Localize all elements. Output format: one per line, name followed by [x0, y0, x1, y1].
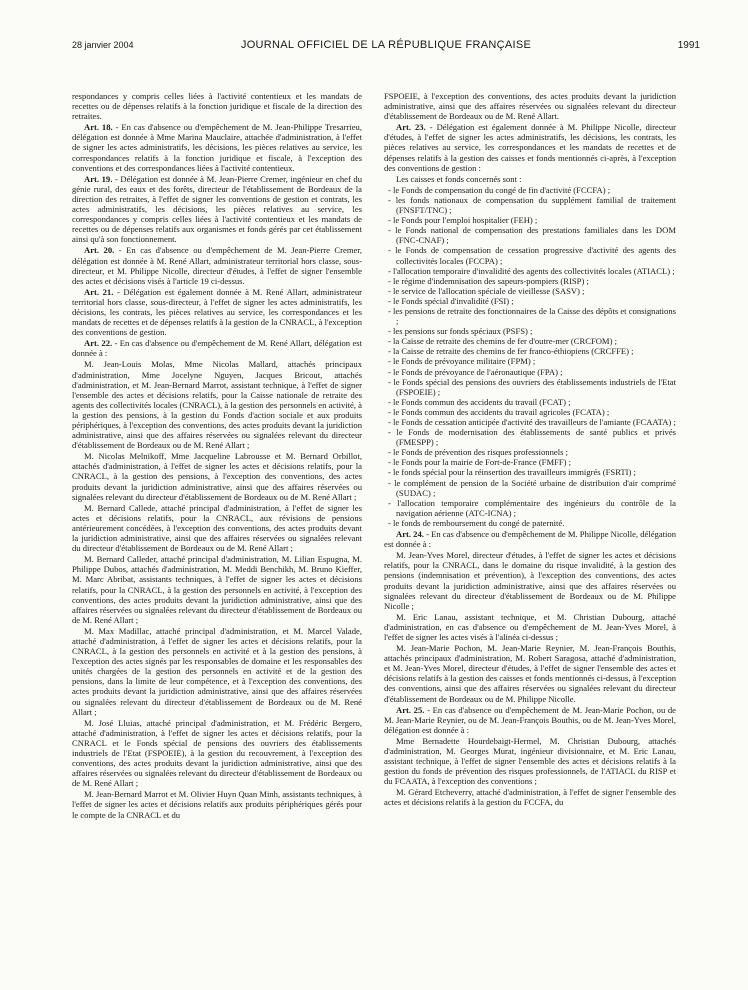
paragraph-text: M. Jean-Yves Morel, directeur d'études, à l'effet de signer les actes et décisions relatifs, pour la CNRACL, dans le domaine du risque invalidité, à la gestion des pensions (indemnisation et prévention), à l'exception des conventions, des actes produits devant la juridiction administrative, ainsi que des affaires réservées ou signalées relevant du directeur d'établissement de Bordeaux ou de M. Philippe Nicolle ; [384, 550, 676, 611]
paragraph [384, 736, 676, 786]
fund-list-item: - le service de l'allocation spéciale de vieillesse (SASV) ; [388, 285, 585, 296]
paragraph-text: M. Nicolas Melnikoff, Mme Jacqueline Labrousse et M. Bernard Orbillot, attachés d'administration, à l'effet de signer les actes et décisions relatifs, pour la CNRACL, à la gestion des pensions, à l'exception des conventions, des actes produits devant la juridiction administrative, ainsi que des affaires réservées ou signalées relevant du directeur d'établissement de Bordeaux ou de M. René Allart ; [72, 451, 362, 502]
paragraph [384, 705, 676, 735]
paragraph [72, 718, 362, 789]
paragraph-text: M. Max Madillac, attaché principal d'administration, et M. Marcel Valade, attaché d'administration, à l'effet de signer les actes et décisions relatifs, pour la CNRACL, à la gestion des personnels en activité et à la gestion des pensions, à l'exception des actes signés par les responsables de domaine et les responsables des unités chargées de la gestion des personnels en activité et de la gestion des pensions, dans la limite de leur compétence, et à l'exception des conventions, des actes produits devant la juridiction administrative, ainsi que des affaires réservées ou signalées relevant du directeur d'établissement de Bordeaux ou de M. René Allart ; [72, 625, 362, 717]
paragraph [72, 91, 362, 121]
fund-list-item: - l'allocation temporaire d'invalidité des agents des collectivités locales (ATIACL) ; [388, 265, 675, 276]
paragraph [72, 359, 362, 450]
paragraph-text: - En cas d'absence ou d'empêchement de M. René Allart, délégation est donnée à : [72, 338, 363, 359]
paragraph-text: Mme Bernadette Hourdebaigt-Hermel, M. Christian Dubourg, attachés d'administration, M. Georges Murat, ingénieur divisionnaire, et M. Eric Lanau, assistant technique, à l'effet de signer l'ensemble des actes et décisions relatifs à la gestion du fonds de prévention des risques professionnels, de l'ATIACL du RISP et du FCAATA, à l'exception des conventions ; [384, 735, 676, 787]
paragraph-text: respondances y compris celles liées à l'activité contentieux et les mandats de recettes ou de dépenses relatifs à la fonction juridique et fiscale de la direction des retraites. [72, 91, 362, 122]
paragraph-text: FSPOEIE, à l'exception des conventions, des actes produits devant la juridiction administrative, ainsi que des affaires réservées ou signalées relevant du directeur d'établissement de Bordeaux ou de M. René Allart. [384, 91, 676, 122]
page-number: 1991 [677, 40, 700, 51]
fund-list-item: - les pensions sur fonds spéciaux (PSFS) ; [388, 326, 533, 337]
paragraph-text: M. Jean-Louis Molas, Mme Nicolas Mallard, attachés principaux d'administration, Mme Jocelyne Nguyen, Jacques Bricout, attachés d'administration, et M. Jean-Bernard Marrot, assistant technique, à l'effet de signer l'ensemble des actes et décisions relatifs, pour la Caisse nationale de retraite des agents des collectivités locales (CNRACL), à la gestion des personnels en activité, à la gestion des pensions, à la gestion du Fonds d'action sociale et aux produits périphériques, à l'exception des conventions, des actes produits devant la juridiction administrative, ainsi que des affaires réservées ou signalées relevant du directeur d'établissement de Bordeaux ou de M. René Allart ; [72, 359, 362, 451]
paragraph-text: M. Gérard Etcheverry, attaché d'administration, à l'effet de signer l'ensemble des actes et décisions relatifs à la gestion du FCCFA, du [384, 787, 676, 808]
paragraph-text: - En cas d'absence ou d'empêchement de M. Jean-Philippe Tresarrieu, délégation est donnée à Mme Marina Mauclaire, attachée d'administration, à l'effet de signer les actes administratifs, les décisions, les pièces relatives au service, les correspondances relatifs à la fonction juridique et fiscale, à l'exception des conventions et des correspondances liées à l'activité contentieux. [72, 122, 362, 173]
paragraph [384, 529, 676, 549]
article-number: Art. 23. [396, 122, 426, 133]
fund-list-item: - le Fonds de cessation anticipée d'activité des travailleurs de l'amiante (FCAATA) ; [388, 417, 676, 427]
paragraph-text: - Délégation est donnée à M. Jean-Pierre Cremer, ingénieur en chef du génie rural, des eaux et des forêts, directeur de l'établissement de Bordeaux de la direction des retraites, à l'effet de signer les conventions de gestion et contrats, les actes administratifs, les décisions, les pièces relatives au service, les correspondances y compris celles liées à l'activité contentieux et les mandats de recettes ou de dépenses relatifs aux organismes et fonds gérés par cet établissement ainsi qu'à son fonctionnement. [72, 173, 363, 245]
paragraph [72, 338, 362, 358]
paragraph [384, 174, 676, 184]
paragraph-text: M. Bernard Calleder, attaché principal d'administration, M. Lilian Espugna, M. Philippe Dubos, attachés d'administration, M. Meddi Benchikh, M. Bruno Kieffer, M. Marc Abribat, assistants techniques, à l'effet de signer les actes et décisions relatifs, pour la CNRACL, à la gestion des personnels en activité, à l'exception des conventions, des actes produits devant la juridiction administrative, ainsi que des affaires réservées ou signalées relevant du directeur d'établissement de Bordeaux ou de M. René Allart ; [72, 554, 362, 625]
paragraph-text: M. José Lluias, attaché principal d'administration, et M. Frédéric Bergero, attaché d'administration, à l'effet de signer les actes et décisions relatifs, pour la CNRACL et le Fonds spécial de pensions des ouvriers des établissements industriels de l'Etat (FSPOEIE), à la gestion du recouvrement, à l'exception des conventions, des actes produits devant la juridiction administrative, ainsi que des affaires réservées ou signalées relevant du directeur d'établissement de Bordeaux ou de M. René Allart ; [72, 717, 362, 789]
page-header [72, 40, 700, 56]
fund-list-item: - le Fonds de modernisation des établissements de santé publics et privés (FMESPP) ; [388, 427, 676, 448]
right-column [384, 91, 676, 809]
journal-title: JOURNAL OFFICIEL DE LA RÉPUBLIQUE FRANÇAISE [240, 39, 532, 51]
paragraph [384, 643, 676, 704]
paragraph [384, 122, 676, 172]
header-date: 28 janvier 2004 [72, 40, 134, 50]
paragraph [72, 451, 362, 501]
article-number: Art. 25. [396, 704, 425, 715]
fund-list-item: - le fonds de remboursement du congé de paternité. [388, 517, 565, 528]
paragraph [384, 787, 676, 807]
article-number: Art. 18. [84, 122, 113, 133]
paragraph-text: M. Jean-Bernard Marrot et M. Olivier Huyn Quan Minh, assistants techniques, à l'effet de signer les actes et décisions relatifs aux produits périphériques gérés pour le compte de la CNRACL et du [72, 789, 362, 820]
fund-list-item: - l'allocation temporaire complémentaire des ingénieurs du contrôle de la navigation aérienne (ATC-ICNA) ; [388, 497, 676, 518]
fund-list-item: - le Fonds national de compensation des prestations familiales dans les DOM (FNC-CNAF) ; [388, 225, 676, 246]
paragraph [384, 612, 676, 642]
paragraph-text: M. Bernard Callede, attaché principal d'administration, à l'effet de signer les actes et décisions relatifs, pour la CNRACL, aux révisions de pensions antérieurement concédées, à l'exception des conventions, des actes produits devant la juridiction administrative, ainsi que des affaires réservées ou signalées relevant du directeur d'établissement de Bordeaux ou de M. René Allart ; [72, 502, 362, 554]
fund-list-item: - le Fonds commun des accidents du travail (FCAT) ; [388, 396, 571, 407]
paragraph [72, 503, 362, 553]
right-column-bottom [384, 529, 676, 808]
fund-list [384, 185, 676, 528]
paragraph [72, 789, 362, 819]
fund-list-item: - le fonds spécial pour la réinsertion des travailleurs immigrés (FSRTI) ; [388, 467, 636, 478]
fund-list-item: - le Fonds spécial d'invalidité (FSI) ; [388, 295, 514, 306]
fund-list-item: - le régime d'indemnisation des sapeurs-pompiers (RISP) ; [388, 275, 589, 286]
paragraph-text: - Délégation est également donnée à M. Philippe Nicolle, directeur d'études, à l'effet de signer les actes administratifs, les décisions, les contrats, les pièces relatives au service, les correspondances et les mandats de recettes et de dépenses relatifs à la gestion des caisses et fonds mentionnés ci-après, à l'exception des conventions de gestion : [384, 122, 677, 173]
paragraph-text: Les caisses et fonds concernés sont : [396, 173, 522, 184]
article-number: Art. 24. [396, 529, 424, 540]
article-number: Art. 21. [84, 286, 114, 297]
paragraph [72, 174, 362, 245]
fund-list-item: - le Fonds pour l'emploi hospitalier (FEH) ; [388, 215, 538, 226]
paragraph [72, 287, 362, 337]
left-column [72, 91, 362, 821]
paragraph [72, 626, 362, 717]
fund-list-item: - le Fonds de compensation de cessation progressive d'activité des agents des collectivités locales (FCCPA) ; [388, 245, 676, 266]
fund-list-item: - la Caisse de retraite des chemins de fer d'outre-mer (CRCFOM) ; [388, 336, 617, 347]
paragraph-text: - En cas d'absence ou d'empêchement de M. Philippe Nicolle, délégation est donnée à : [384, 529, 677, 550]
article-number: Art. 20. [84, 245, 115, 256]
paragraph-text: M. Jean-Marie Pochon, M. Jean-Marie Reynier, M. Jean-François Bouthis, attachés principaux d'administration, M. Robert Saragosa, attaché d'administration, et M. Jean-Yves Morel, directeur d'études, à l'effet de signer l'ensemble des actes et décisions relatifs à la gestion des caisses et fonds mentionnés ci-dessus, à l'exception des conventions, ainsi que des affaires réservées ou signalées relevant du directeur d'établissement de Bordeaux ou de M. Philippe Nicolle. [384, 643, 676, 704]
fund-list-item: - le Fonds de compensation du congé de fin d'activité (FCCFA) ; [388, 184, 611, 195]
fund-list-item: - les pensions de retraite des fonctionnaires de la Caisse des dépôts et consignations ; [388, 305, 676, 327]
fund-list-item: - les fonds nationaux de compensation du supplément familial de traitement (FNSFT/TNC) ; [388, 194, 676, 216]
article-number: Art. 22. [84, 338, 113, 349]
paragraph [72, 245, 362, 285]
fund-list-item: - le Fonds de prévention des risques professionnels ; [388, 447, 568, 458]
paragraph-text: - En cas d'absence ou d'empêchement de M. Jean-Pierre Cremer, délégation est donnée à M. René Allart, administrateur territorial hors classe, sous-directeur, et M. Philippe Nicolle, directeur d'études, à l'effet de signer l'ensemble des actes et décisions visés à l'article 19 ci-dessus. [72, 245, 362, 286]
fund-list-item: - la Caisse de retraite des chemins de fer franco-éthiopiens (CRCFFE) ; [388, 346, 634, 357]
fund-list-item: - le Fonds spécial des pensions des ouvriers des établissements industriels de l'Etat (FSPOEIE) ; [388, 376, 676, 397]
paragraph-text: - Délégation est également donnée à M. René Allart, administrateur territorial hors classe, sous-directeur, à l'effet de signer les actes administratifs, les décisions, les contrats, les pièces relatives au service, les correspondances et les mandats de recettes et de dépenses relatifs à la gestion de la CNRACL, à l'exception des conventions de gestion. [72, 286, 363, 338]
fund-list-item: - le Fonds de prévoyance de l'aéronautique (FPA) ; [388, 366, 563, 377]
fund-list-item: - le complément de pension de la Société urbaine de distribution d'air comprimé (SUDAC) ; [388, 477, 676, 498]
paragraph [384, 91, 676, 121]
right-column-top [384, 91, 676, 184]
article-number: Art. 19. [84, 173, 113, 184]
paragraph [72, 122, 362, 172]
paragraph [384, 550, 676, 611]
fund-list-item: - le Fonds commun des accidents du travail agricoles (FCATA) ; [388, 406, 610, 417]
fund-list-item: - le Fonds de prévoyance militaire (FPM) ; [388, 356, 536, 367]
paragraph-text: - En cas d'absence ou d'empêchement de M. Jean-Marie Pochon, ou de M. Jean-Marie Reynier, ou de M. Jean-François Bouthis, ou de M. Jean-Yves Morel, délégation est donnée à : [384, 704, 676, 735]
fund-list-item: - le Fonds pour la mairie de Fort-de-France (FMFF) ; [388, 457, 572, 468]
paragraph-text: M. Eric Lanau, assistant technique, et M. Christian Dubourg, attaché d'administration, en cas d'absence ou d'empêchement de M. Jean-Yves Morel, à l'effet de signer les actes visés à l'alinéa ci-dessus ; [384, 611, 676, 642]
paragraph [72, 554, 362, 625]
